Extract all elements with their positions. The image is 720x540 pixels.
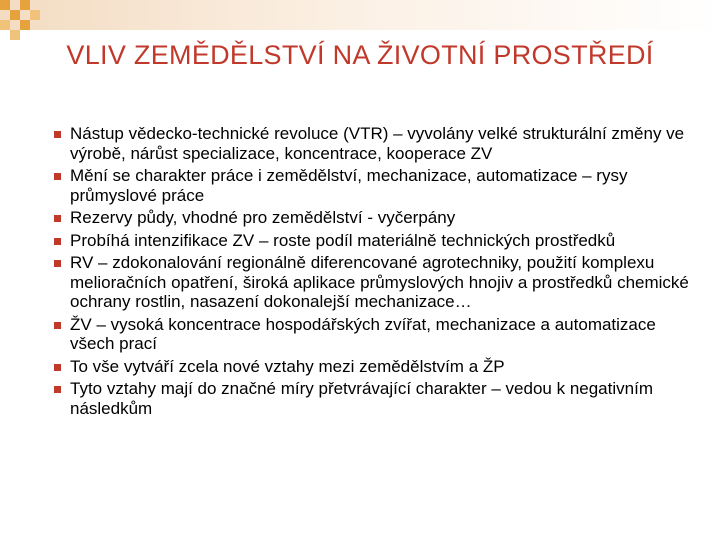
- list-item: [54, 208, 694, 228]
- square-bullet-icon: [54, 260, 61, 267]
- bullet-text: Rezervy půdy, vhodné pro zemědělství - vyčerpány: [70, 208, 456, 227]
- list-item: [54, 231, 694, 251]
- list-item: [54, 124, 694, 163]
- bullet-text: Mění se charakter práce i zemědělství, mechanizace, automatizace – rysy průmyslové práce: [70, 166, 628, 205]
- bullet-text: Nástup vědecko-technické revoluce (VTR) – vyvolány velké strukturální změny ve výrobě, nárůst specializace, koncentrace, kooperace ZV: [70, 124, 685, 163]
- slide-title: VLIV ZEMĚDĚLSTVÍ NA ŽIVOTNÍ PROSTŘEDÍ: [66, 40, 654, 70]
- bullet-text: RV – zdokonalování regionálně diferencované agrotechniky, použití komplexu melioračních opatření, široká aplikace průmyslových hnojiv a prostředků chemické ochrany rostlin, nasazení dokonalejší mechanizace…: [70, 253, 689, 311]
- list-item: [54, 253, 694, 312]
- square-bullet-icon: [54, 173, 61, 180]
- square-bullet-icon: [54, 131, 61, 138]
- bullet-list: [54, 124, 694, 421]
- square-bullet-icon: [54, 238, 61, 245]
- list-item: [54, 315, 694, 354]
- list-item: [54, 166, 694, 205]
- square-bullet-icon: [54, 386, 61, 393]
- square-bullet-icon: [54, 322, 61, 329]
- square-bullet-icon: [54, 215, 61, 222]
- square-bullet-icon: [54, 364, 61, 371]
- bullet-text: ŽV – vysoká koncentrace hospodářských zvířat, mechanizace a automatizace všech prací: [70, 314, 656, 353]
- bullet-text: Tyto vztahy mají do značné míry přetvrávající charakter – vedou k negativním následkům: [70, 379, 653, 418]
- checker-pattern-logo: [0, 0, 56, 44]
- bullet-text: Probíhá intenzifikace ZV – roste podíl materiálně technických prostředků: [70, 230, 616, 250]
- header-gradient-bar: [0, 0, 720, 30]
- list-item: [54, 357, 694, 377]
- list-item: [54, 379, 694, 418]
- bullet-text: To vše vytváří zcela nové vztahy mezi zemědělstvím a ŽP: [70, 356, 505, 376]
